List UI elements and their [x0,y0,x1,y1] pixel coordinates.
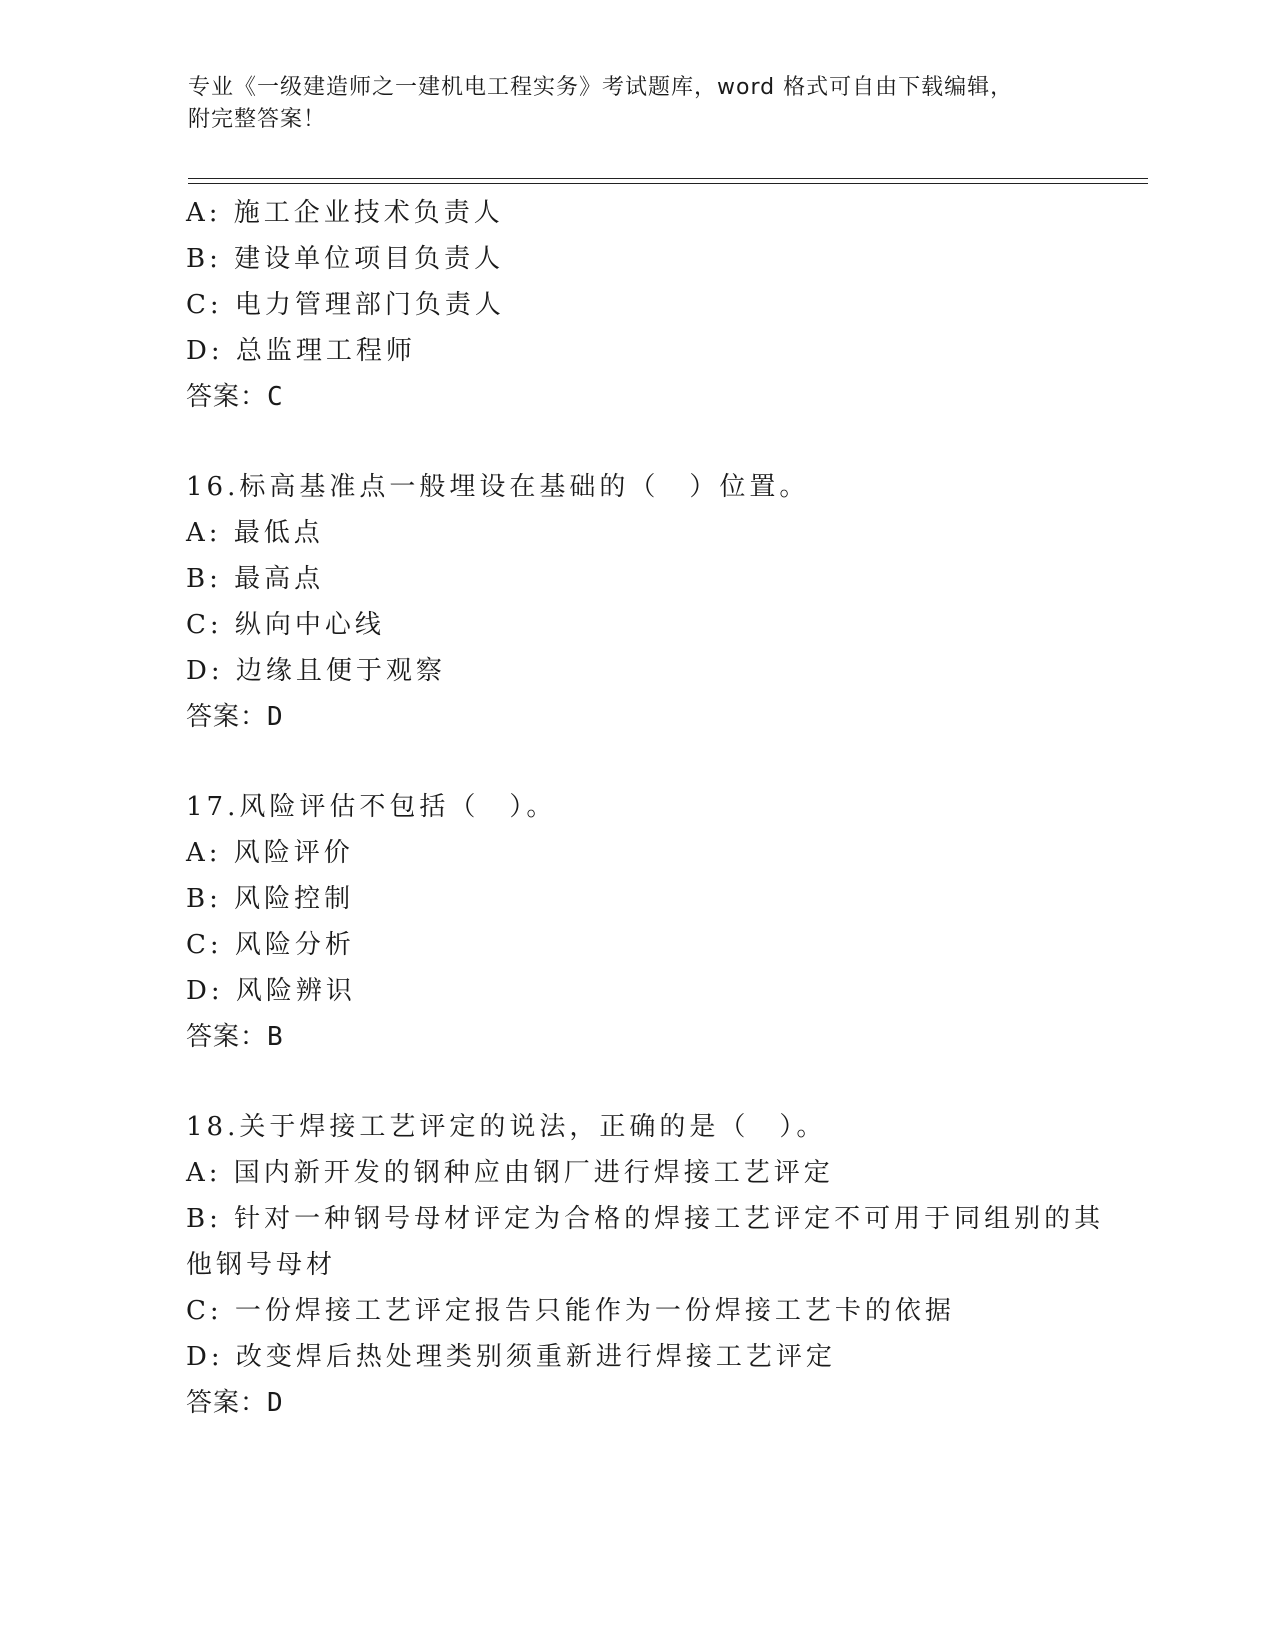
spacer [186,740,1146,784]
answer-value: C [267,382,284,412]
option-c: C: 风险分析 [186,930,355,960]
option-d: D: 风险辨识 [186,976,356,1006]
question-17 [186,784,1146,1060]
option-c: C: 一份焊接工艺评定报告只能作为一份焊接工艺卡的依据 [186,1296,955,1326]
option-b-line-2: 他钢号母材 [186,1250,337,1280]
answer [186,374,1146,420]
answer-value: D [267,1388,284,1418]
question-text: 17.风险评估不包括（ ）。 [186,792,557,822]
header-line-2: 附完整答案！ [188,107,327,132]
option-a: A: 风险评价 [186,838,354,868]
header-divider-top [188,178,1148,179]
question-16 [186,464,1146,740]
option-b: B: 风险控制 [186,884,355,914]
option-d: D: 边缘且便于观察 [186,656,446,686]
question-18 [186,1104,1146,1426]
option-c: C: 电力管理部门负责人 [186,290,505,320]
question-text: 18.关于焊接工艺评定的说法，正确的是（ ）。 [186,1112,827,1142]
header-divider-bottom [188,183,1148,184]
option-a: A: 最低点 [186,518,324,548]
option-c: C: 纵向中心线 [186,610,385,640]
option-b-line-1: B: 针对一种钢号母材评定为合格的焊接工艺评定不可用于同组别的其 [186,1204,1105,1234]
answer-label: 答案： [186,1388,268,1418]
option-b: B: 建设单位项目负责人 [186,244,505,274]
option-d: D: 改变焊后热处理类别须重新进行焊接工艺评定 [186,1342,836,1372]
option-d: D: 总监理工程师 [186,336,416,366]
question-list [186,190,1146,1426]
document-header [188,72,1078,136]
question-15 [186,190,1146,420]
answer [186,1014,1146,1060]
question-text: 16.标高基准点一般埋设在基础的（ ）位置。 [186,472,810,502]
option-a: A: 施工企业技术负责人 [186,198,504,228]
answer [186,1380,1146,1426]
header-line-1: 专业《一级建造师之一建机电工程实务》考试题库，word 格式可自由下载编辑， [188,75,1014,100]
spacer [186,420,1146,464]
answer [186,694,1146,740]
answer-label: 答案： [186,382,268,412]
answer-label: 答案： [186,1022,268,1052]
answer-value: D [267,702,284,732]
answer-value: B [267,1022,284,1052]
spacer [186,1060,1146,1104]
option-b: B: 最高点 [186,564,325,594]
answer-label: 答案： [186,702,268,732]
option-a: A: 国内新开发的钢种应由钢厂进行焊接工艺评定 [186,1158,834,1188]
